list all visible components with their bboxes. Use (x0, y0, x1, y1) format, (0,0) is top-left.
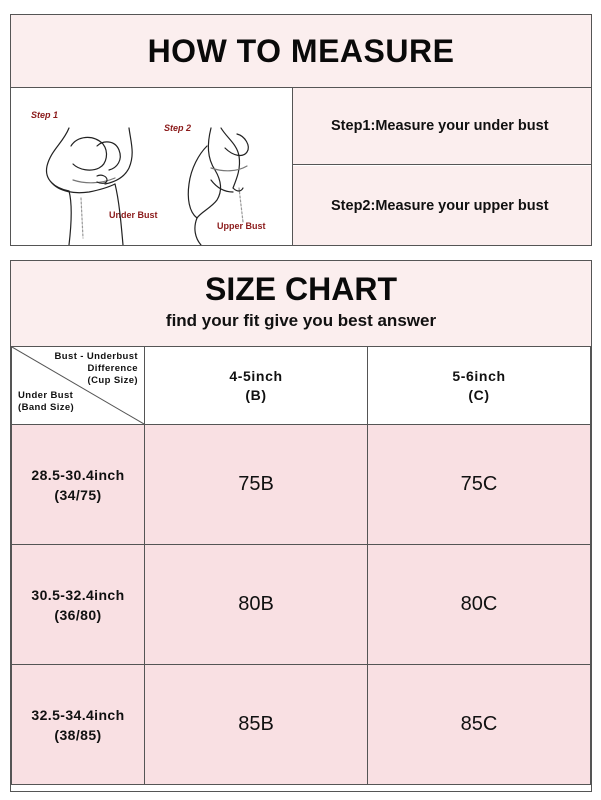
measure-panel (10, 87, 592, 246)
band-size: (34/75) (54, 486, 102, 503)
size-chart-header (11, 261, 591, 347)
band-cell (12, 425, 145, 545)
how-to-measure-header (10, 14, 592, 88)
column-b-cup: (B) (245, 386, 267, 403)
size-table (11, 346, 591, 785)
table-row (12, 545, 591, 665)
column-b-range: 4-5inch (229, 367, 283, 384)
step1-row (293, 88, 591, 165)
band-range: 30.5-32.4inch (31, 586, 125, 603)
step1-text: Step1:Measure your under bust (331, 118, 549, 134)
table-row (12, 665, 591, 785)
size-cell-c: 80C (368, 545, 591, 665)
band-cell (12, 665, 145, 785)
corner-band-label (18, 390, 74, 414)
how-to-measure-title: HOW TO MEASURE (147, 32, 455, 69)
table-header-row (12, 347, 591, 425)
column-header-b (145, 347, 368, 425)
band-size: (36/80) (54, 606, 102, 623)
table-row (12, 425, 591, 545)
column-c-range: 5-6inch (452, 367, 506, 384)
step2-row (293, 166, 591, 245)
upper-bust-label: Upper Bust (217, 221, 266, 231)
corner-cup-label (55, 351, 138, 387)
size-cell-c: 85C (368, 665, 591, 785)
size-chart-title: SIZE CHART (205, 271, 397, 307)
corner-cup-line3: (Cup Size) (87, 375, 138, 386)
corner-band-line1: Under Bust (18, 390, 74, 401)
corner-cup-line2: Difference (87, 363, 138, 374)
size-cell-b: 75B (145, 425, 368, 545)
column-header-c (368, 347, 591, 425)
corner-band-line2: (Band Size) (18, 402, 75, 413)
band-size: (38/85) (54, 726, 102, 743)
band-range: 32.5-34.4inch (31, 706, 125, 723)
band-range: 28.5-30.4inch (31, 466, 125, 483)
step2-text: Step2:Measure your upper bust (331, 197, 549, 214)
corner-cup-line1: Bust - Underbust (54, 351, 138, 362)
figure-under-bust-drawing (11, 88, 292, 245)
size-chart (10, 260, 592, 792)
size-cell-c: 75C (368, 425, 591, 545)
step2-tag: Step 2 (164, 123, 192, 133)
column-c-cup: (C) (468, 386, 490, 403)
size-cell-b: 85B (145, 665, 368, 785)
under-bust-label: Under Bust (109, 210, 158, 220)
size-chart-subtitle: find your fit give you best answer (165, 311, 437, 330)
measure-illustration (11, 88, 293, 245)
step1-tag: Step 1 (31, 110, 59, 120)
band-cell (12, 545, 145, 665)
size-cell-b: 80B (145, 545, 368, 665)
corner-header-cell (12, 347, 145, 425)
